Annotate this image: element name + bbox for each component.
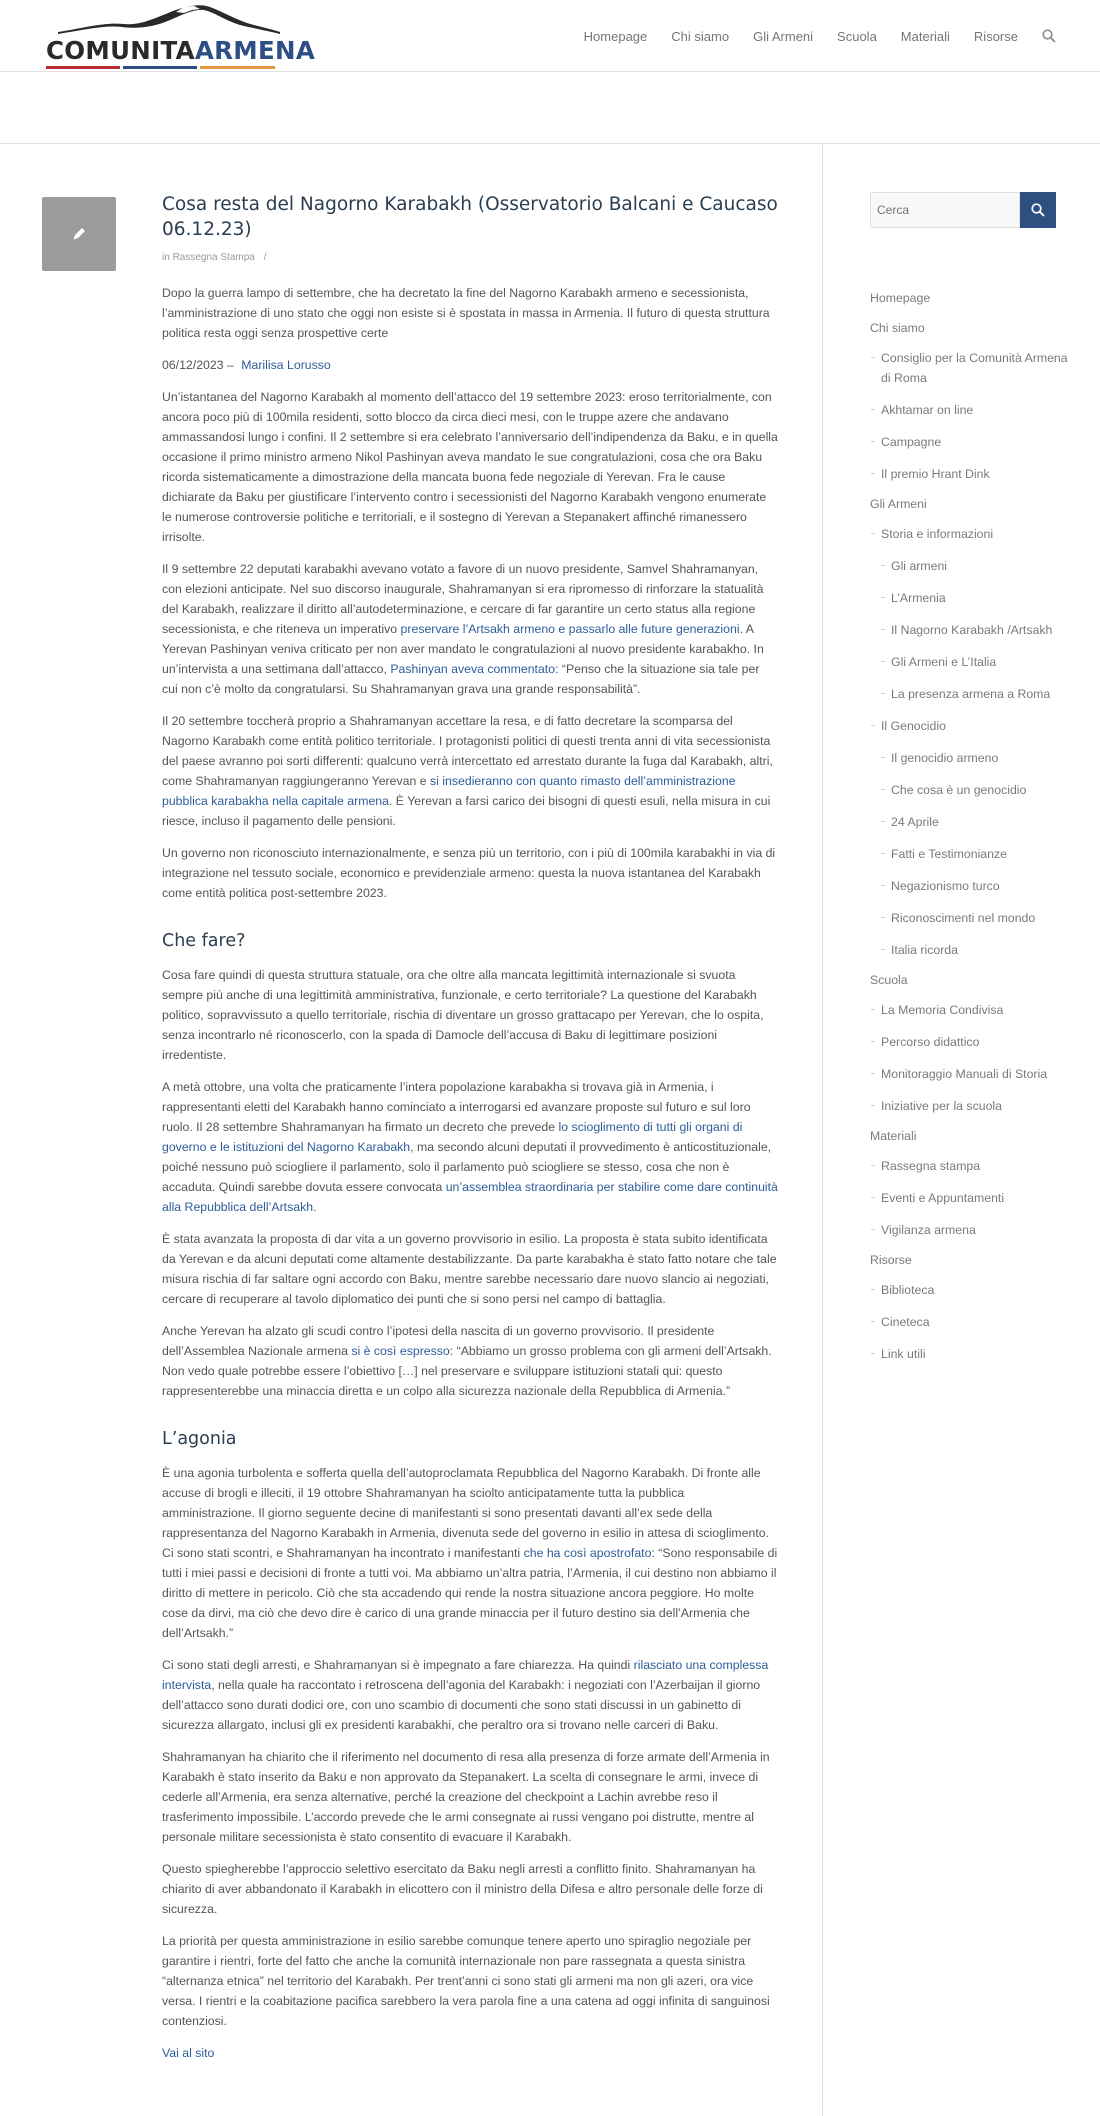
p10-text-a: Ci sono stati degli arresti, e Shahramanyan si è impegnato a fare chiarezza. Ha quindi: [162, 1658, 634, 1672]
nav-materiali[interactable]: Materiali: [900, 28, 950, 44]
paragraph-10: [162, 1655, 778, 1735]
p2-text-a: Il 9 settembre 22 deputati karabakhi avevano votato a favore di un nuovo presidente, Samvel Shahramanyan, con elezioni anticipate. Nel suo discorso inaugurale, Shahramanyan si era ripromesso di rinforzare la statualità del Karabakh, realizzare il diritto all’autodeterminazione, e cercare di far garantire un certo status alla regione secessionista, e che riteneva un imperativo: [162, 562, 764, 636]
p8-link-espresso[interactable]: si è così espresso: [351, 1344, 450, 1358]
sidebar-item-gli-armeni[interactable]: Gli Armeni: [870, 497, 927, 511]
p10-link-intervista[interactable]: rilasciato una complessa intervista: [162, 1658, 769, 1692]
sidebar-item-fatti-e-testimonianze[interactable]: Fatti e Testimonianze: [870, 844, 1070, 864]
site-logo[interactable]: [44, 2, 316, 70]
p9-text-b: : “Sono responsabile di tutti i miei passi e decisioni di fronte a tutti voi. Ma abbiamo un’altra patria, l’Armenia, il cui destino non abbiamo il diritto di mettere in pericolo. Ciò che sta accadendo qui rende la nostra situazione ancora peggiore. Ho molte cose da dirvi, ma ciò che devo dire è carico di una grande minaccia per il futuro destino sia dell’Armenia che dell’Artsakh.”: [162, 1546, 778, 1640]
sidebar-item-materiali[interactable]: Materiali: [870, 1129, 917, 1143]
article-date: 06/12/2023 –: [162, 358, 234, 372]
paragraph-3: [162, 711, 778, 831]
paragraph-12: Questo spiegherebbe l’approccio selettivo esercitato da Baku negli arresti a conflitto finito. Shahramanyan ha chiarito di aver abbandonato il Karabakh in elicottero con il ministro della Difesa e altro personale delle forze di sicurezza.: [162, 1862, 763, 1916]
sidebar-item-vigilanza-armena[interactable]: Vigilanza armena: [870, 1220, 1070, 1240]
sidebar-item-italia-ricorda[interactable]: Italia ricorda: [870, 940, 1070, 960]
vai-al-sito-link[interactable]: Vai al sito: [162, 2046, 215, 2060]
meta-separator: /: [263, 252, 267, 263]
sidebar-item-biblioteca[interactable]: Biblioteca: [870, 1280, 1070, 1300]
site-header: [0, 0, 1100, 72]
p6-link-scioglimento[interactable]: lo scioglimento di tutti gli organi di governo e le istituzioni del Nagorno Karabakh: [162, 1120, 743, 1154]
sidebar-item-chi-siamo[interactable]: Chi siamo: [870, 321, 925, 335]
author-link[interactable]: Marilisa Lorusso: [241, 358, 331, 372]
sidebar-item-riconoscimenti-nel-mondo[interactable]: Riconoscimenti nel mondo: [870, 908, 1070, 928]
paragraph-1: Un’istantanea del Nagorno Karabakh al momento dell’attacco del 19 settembre 2023: eroso territorialmente, con ancora poco più di 100mila residenti, sotto blocco da circa dieci mesi, con le truppe azere che andavano ammassandosi lungo i confini. Il 2 settembre si era celebrato l’anniversario dell’indipendenza da Baku, e in quella occasione il primo ministro armeno Nikol Pashinyan aveva mandato le sue congratulazioni, cosa che ora Baku ricorda sistematicamente a dimostrazione della mancata buona fede negoziale di Yerevan. Fra le cause dichiarate da Baku per giustificare l’intervento contro i secessionisti del Nagorno Karabakh vengono enumerate le numerose controversie politiche e territoriali, e il sostegno di Yerevan a Stepanakert affinché rimanessero irrisolte.: [162, 390, 778, 544]
paragraph-4: Un governo non riconosciuto internazionalmente, e senza più un territorio, con i più di 100mila karabakhi in via di integrazione nel tessuto sociale, economico e previdenziale armeno: questa la nuova istantanea del Karabakh come entità politica post-settembre 2023.: [162, 846, 776, 900]
p10-text-b: , nella quale ha raccontato i retroscena dell’agonia del Karabakh: i negoziati con l’Azerbaijan il giorno dell’attacco sono durati dodici ore, con uno scambio di documenti che sono stati discussi in un gabinetto di sicurezza allargato, inclusi gli ex presidenti karabakhi, che peraltro ora si trovano nelle carceri di Baku.: [162, 1678, 761, 1732]
sidebar-item-il-genocidio[interactable]: Il Genocidio: [870, 716, 1070, 736]
main-nav: [560, 0, 1056, 72]
sidebar-item-24-aprile[interactable]: 24 Aprile: [870, 812, 1070, 832]
sidebar-item-akhtamar-on-line[interactable]: Akhtamar on line: [870, 400, 1070, 420]
vai-al-sito-paragraph: [162, 2043, 778, 2063]
sidebar-item-storia-e-informazioni[interactable]: Storia e informazioni: [870, 524, 1070, 544]
paragraph-7: È stata avanzata la proposta di dar vita a un governo provvisorio in esilio. La proposta è stata subito identificata da Yerevan e da alcuni deputati come altamente destabilizzante. Da parte karabakha è stato fatto notare che tale misura rischia di far saltare ogni accordo con Baku, mentre sarebbe necessario dare nuovo slancio ai negoziati, cercare di recuperare al tavolo diplomatico dei punti che si sono persi nel campo di battaglia.: [162, 1232, 777, 1306]
paragraph-6: [162, 1077, 778, 1217]
article: [162, 192, 778, 2063]
p6-text-b: , ma secondo alcuni deputati il provvedimento è anticostituzionale, poiché nessuno può sciogliere il parlamento, solo il parlamento può sciogliere se stesso, cosa che non è accaduta. Quindi sarebbe dovuta essere convocata: [162, 1140, 772, 1194]
title-band: [0, 72, 1100, 144]
logo-word-armena: ARMENA: [194, 36, 316, 65]
logo-bar-orange: [200, 66, 275, 69]
paragraph-11: Shahramanyan ha chiarito che il riferimento nel documento di resa alla presenza di forze armate dell’Armenia in Karabakh è stato inserito da Baku e non approvato da Stepanakert. La scelta di consegnare le armi, invece di cederle all’Armenia, era senza alternative, perché la creazione del checkpoint a Lachin avrebbe reso il trasferimento impossibile. L’accordo prevede che le armi consegnate ai russi vengano poi distrutte, mentre al personale militare secessionista è stato consentito di evacuare il Karabakh.: [162, 1750, 770, 1844]
p6-link-assemblea[interactable]: un’assemblea straordinaria per stabilire come dare continuità alla Repubblica dell’Artsakh: [162, 1180, 778, 1214]
article-intro: Dopo la guerra lampo di settembre, che ha decretato la fine del Nagorno Karabakh armeno e secessionista, l’amministrazione di uno stato che oggi non esiste si è spostata in massa in Armenia. Il futuro di questa struttura politica resta oggi senza prospettive certe: [162, 286, 770, 340]
article-title: Cosa resta del Nagorno Karabakh (Osservatorio Balcani e Caucaso 06.12.23): [162, 194, 778, 240]
sidebar-item-monitoraggio-manuali-di-storia[interactable]: Monitoraggio Manuali di Storia: [870, 1064, 1070, 1084]
article-dateline: [162, 355, 778, 375]
sidebar-search-button[interactable]: [1020, 192, 1056, 228]
paragraph-8: [162, 1321, 778, 1401]
sidebar-item-iniziative-per-la-scuola[interactable]: Iniziative per la scuola: [870, 1096, 1070, 1116]
p6-text-c: .: [313, 1200, 317, 1214]
article-meta: [162, 251, 778, 265]
paragraph-13: La priorità per questa amministrazione in esilio sarebbe comunque tenere aperto uno spiraglio negoziale per garantire i rientri, forte del fatto che anche la comunità internazionale non pare rassegnata a questa sinistra “alternanza etnica” nel territorio del Karabakh. Per trent’anni ci sono stati gli armeni ma non gli azeri, ora vice versa. I rientri e la coabitazione pacifica sarebbero la vera parola fine a una catena ad oggi infinita di sanguinosi contenziosi.: [162, 1934, 770, 2028]
p8-text-b: : “Abbiamo un grosso problema con gli armeni dell’Artsakh. Non vedo quale potrebbe essere l’obiettivo […] nel preservare e sviluppare istituzioni statali qui: questo rappresenterebbe una minaccia diretta e un colpo alla sicurezza nazionale della Repubblica di Armenia.”: [162, 1344, 772, 1398]
search-icon: [1031, 203, 1045, 217]
paragraph-5: Cosa fare quindi di questa struttura statuale, ora che oltre alla mancata legittimità internazionale si svuota sempre più anche di una legittimità amministrativa, funzionale, e certo territoriale? La questione del Karabakh politico, sopravvissuto a quello territoriale, rischia di diventare un grosso grattacapo per Yerevan, che lo ospita, senza incontrarlo né riconoscerlo, con la spada di Damocle dell’accusa di Baku di legittimare posizioni irredentiste.: [162, 968, 764, 1062]
logo-bar-blue: [123, 66, 197, 69]
sidebar-item-che-cosa-un-genocidio[interactable]: Che cosa è un genocidio: [870, 780, 1070, 800]
p2-link-pashinyan[interactable]: Pashinyan aveva commentato: [390, 662, 556, 676]
sidebar-item-il-premio-hrant-dink[interactable]: Il premio Hrant Dink: [870, 464, 1070, 484]
search-icon[interactable]: [1042, 29, 1056, 43]
paragraph-2: [162, 559, 778, 699]
sidebar-item-consiglio-per-la-comunit-armena-di-roma[interactable]: Consiglio per la Comunità Armena di Roma: [870, 348, 1070, 388]
post-format-badge: [42, 197, 116, 271]
sidebar-item-risorse[interactable]: Risorse: [870, 1253, 912, 1267]
sidebar-item-la-memoria-condivisa[interactable]: La Memoria Condivisa: [870, 1000, 1070, 1020]
sidebar-item-link-utili[interactable]: Link utili: [870, 1344, 1070, 1364]
mountain-icon: [44, 2, 280, 38]
sidebar-item-eventi-e-appuntamenti[interactable]: Eventi e Appuntamenti: [870, 1188, 1070, 1208]
p2-text-c: : “Penso che la situazione sia tale per cui non c’è molto da congratularsi. Su Shahramanyan grava una grande responsabilità”.: [162, 662, 760, 696]
sidebar-item-campagne[interactable]: Campagne: [870, 432, 1070, 452]
p9-text-a: È una agonia turbolenta e sofferta quella dell’autoproclamata Repubblica del Nagorno Karabakh. Di fronte alle accuse di brogli e illeciti, il 19 ottobre Shahramanyan ha sciolto anticipatamente tutta la pubblica amministrazione. Il giorno seguente decine di manifestanti si sono presentati davanti all’ex sede della rappresentanza del Nagorno Karabakh in Armenia, divenuta sede del governo in esilio in attesa di scioglimento. Ci sono stati scontri, e Shahramanyan ha incontrato i manifestanti: [162, 1466, 770, 1560]
sidebar-item-homepage[interactable]: Homepage: [870, 291, 931, 305]
p3-text-a: Il 20 settembre toccherà proprio a Shahramanyan accettare la resa, e di fatto decretare la scomparsa del Nagorno Karabakh come entità politico territoriale. I protagonisti politici di questi trenta anni di vita secessionista del paese avranno poi sorti differenti: qualcuno verrà intercettato ed arrestato durante la fuga dal Karabakh, altri, come Shahramanyan raggiungeranno Yerevan e: [162, 714, 773, 788]
sidebar-item-l-armenia[interactable]: L’Armenia: [870, 588, 1070, 608]
nav-gli-armeni[interactable]: Gli Armeni: [753, 28, 814, 44]
paragraph-9: [162, 1463, 778, 1643]
p2-link-preservare[interactable]: preservare l’Artsakh armeno e passarlo alle future generazioni: [400, 622, 740, 636]
sidebar-item-il-genocidio-armeno[interactable]: Il genocidio armeno: [870, 748, 1070, 768]
p3-link-insedieranno[interactable]: si insedieranno con quanto rimasto dell’amministrazione pubblica karabakha nella capitale armena: [162, 774, 736, 808]
p3-text-b: . È Yerevan a farsi carico dei bisogni di questi esuli, nella misura in cui riesce, incluso il pagamento delle pensioni.: [162, 794, 771, 828]
sidebar-item-percorso-didattico[interactable]: Percorso didattico: [870, 1032, 1070, 1052]
heading-agonia: L’agonia: [162, 1429, 237, 1449]
p2-text-b: . A Yerevan Pashinyan veniva criticato per non aver mandato le congratulazioni al nuovo presidente karabakho. In un’intervista a una settimana dall’attacco,: [162, 622, 764, 676]
sidebar-search-box: [870, 192, 1020, 228]
sidebar-item-gli-armeni-e-l-italia[interactable]: Gli Armeni e L’Italia: [870, 652, 1070, 672]
meta-in: in: [162, 252, 170, 263]
nav-chi-siamo[interactable]: Chi siamo: [671, 28, 730, 44]
sidebar-item-il-nagorno-karabakh-artsakh[interactable]: Il Nagorno Karabakh /Artsakh: [870, 620, 1070, 640]
sidebar-item-rassegna-stampa[interactable]: Rassegna stampa: [870, 1156, 1070, 1176]
logo-text: [46, 38, 315, 64]
nav-scuola[interactable]: Scuola: [837, 28, 877, 44]
sidebar-item-la-presenza-armena-a-roma[interactable]: La presenza armena a Roma: [870, 684, 1070, 704]
p8-text-a: Anche Yerevan ha alzato gli scudi contro l’ipotesi della nascita di un governo provvisorio. Il presidente dell’Assemblea Nazionale armena: [162, 1324, 715, 1358]
sidebar-item-cineteca[interactable]: Cineteca: [870, 1312, 1070, 1332]
pencil-icon: [67, 222, 91, 246]
nav-homepage[interactable]: Homepage: [583, 28, 648, 44]
sidebar-item-gli-armeni[interactable]: Gli armeni: [870, 556, 1070, 576]
p9-link-apostrofato[interactable]: che ha così apostrofato: [523, 1546, 652, 1560]
sidebar-menu: [870, 288, 1070, 1364]
heading-che-fare: Che fare?: [162, 931, 246, 951]
meta-category-link[interactable]: Rassegna Stampa: [172, 252, 255, 263]
nav-risorse[interactable]: Risorse: [973, 28, 1018, 44]
sidebar-item-negazionismo-turco[interactable]: Negazionismo turco: [870, 876, 1070, 896]
logo-bar-red: [46, 66, 120, 69]
logo-word-comunita: COMUNITA: [46, 36, 195, 65]
sidebar-search-input[interactable]: [871, 193, 1019, 227]
p6-text-a: A metà ottobre, una volta che praticamente l’intera popolazione karabakha si trovava già in Armenia, i rappresentanti eletti del Karabakh hanno cominciato a interrogarsi ed avanzare proposte sul futuro e sul loro ruolo. Il 28 settembre Shahramanyan ha firmato un decreto che prevede: [162, 1080, 751, 1134]
sidebar-divider: [822, 144, 823, 2116]
sidebar-item-scuola[interactable]: Scuola: [870, 973, 908, 987]
